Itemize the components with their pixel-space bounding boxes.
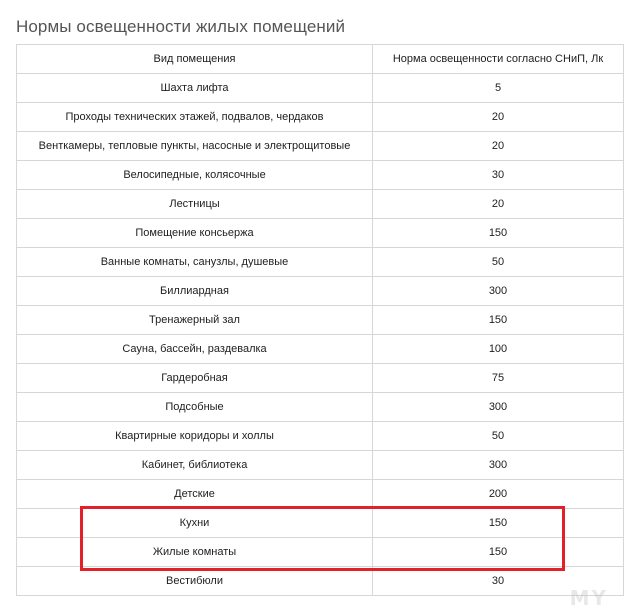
table-row [17,422,624,451]
table-row [17,161,624,190]
lighting-norm-cell: 150 [373,538,624,567]
room-type-cell: Лестницы [17,190,373,219]
room-type-cell: Кабинет, библиотека [17,451,373,480]
table-row [17,480,624,509]
table-row [17,364,624,393]
lighting-norm-cell: 100 [373,335,624,364]
lighting-norm-cell: 50 [373,422,624,451]
table-row [17,277,624,306]
lighting-norm-cell: 20 [373,190,624,219]
lighting-norm-cell: 5 [373,74,624,103]
table-row [17,567,624,596]
lighting-norm-cell: 30 [373,567,624,596]
lighting-norm-cell: 300 [373,277,624,306]
lighting-norm-cell: 150 [373,509,624,538]
table-row [17,451,624,480]
room-type-cell: Проходы технических этажей, подвалов, чердаков [17,103,373,132]
table-row [17,335,624,364]
room-type-cell: Биллиардная [17,277,373,306]
table-row [17,132,624,161]
room-type-cell: Детские [17,480,373,509]
lighting-norm-cell: 300 [373,451,624,480]
table-row [17,538,624,567]
lighting-norm-cell: 150 [373,219,624,248]
table-row [17,190,624,219]
lighting-norm-cell: 300 [373,393,624,422]
room-type-cell: Гардеробная [17,364,373,393]
room-type-cell: Велосипедные, колясочные [17,161,373,190]
room-type-cell: Жилые комнаты [17,538,373,567]
table-row [17,74,624,103]
lighting-norm-cell: 200 [373,480,624,509]
room-type-cell: Кухни [17,509,373,538]
lighting-norms-table [16,44,624,596]
table-row [17,103,624,132]
room-type-cell: Тренажерный зал [17,306,373,335]
lighting-norm-cell: 50 [373,248,624,277]
lighting-norm-cell: 75 [373,364,624,393]
room-type-cell: Ванные комнаты, санузлы, душевые [17,248,373,277]
site-watermark: MY [569,586,608,610]
header-room-type: Вид помещения [17,45,373,74]
lighting-norm-cell: 20 [373,103,624,132]
lighting-norm-cell: 20 [373,132,624,161]
table-body [17,74,624,596]
header-lighting-norm: Норма освещенности согласно СНиП, Лк [373,45,624,74]
room-type-cell: Сауна, бассейн, раздевалка [17,335,373,364]
table-header-row [17,45,624,74]
table-row [17,248,624,277]
table-row [17,393,624,422]
room-type-cell: Вестибюли [17,567,373,596]
room-type-cell: Квартирные коридоры и холлы [17,422,373,451]
lighting-norm-cell: 150 [373,306,624,335]
room-type-cell: Шахта лифта [17,74,373,103]
room-type-cell: Подсобные [17,393,373,422]
room-type-cell: Венткамеры, тепловые пункты, насосные и электрощитовые [17,132,373,161]
room-type-cell: Помещение консьержа [17,219,373,248]
table-row [17,509,624,538]
page-title: Нормы освещенности жилых помещений [16,17,346,37]
lighting-norm-cell: 30 [373,161,624,190]
table-row [17,306,624,335]
table-row [17,219,624,248]
